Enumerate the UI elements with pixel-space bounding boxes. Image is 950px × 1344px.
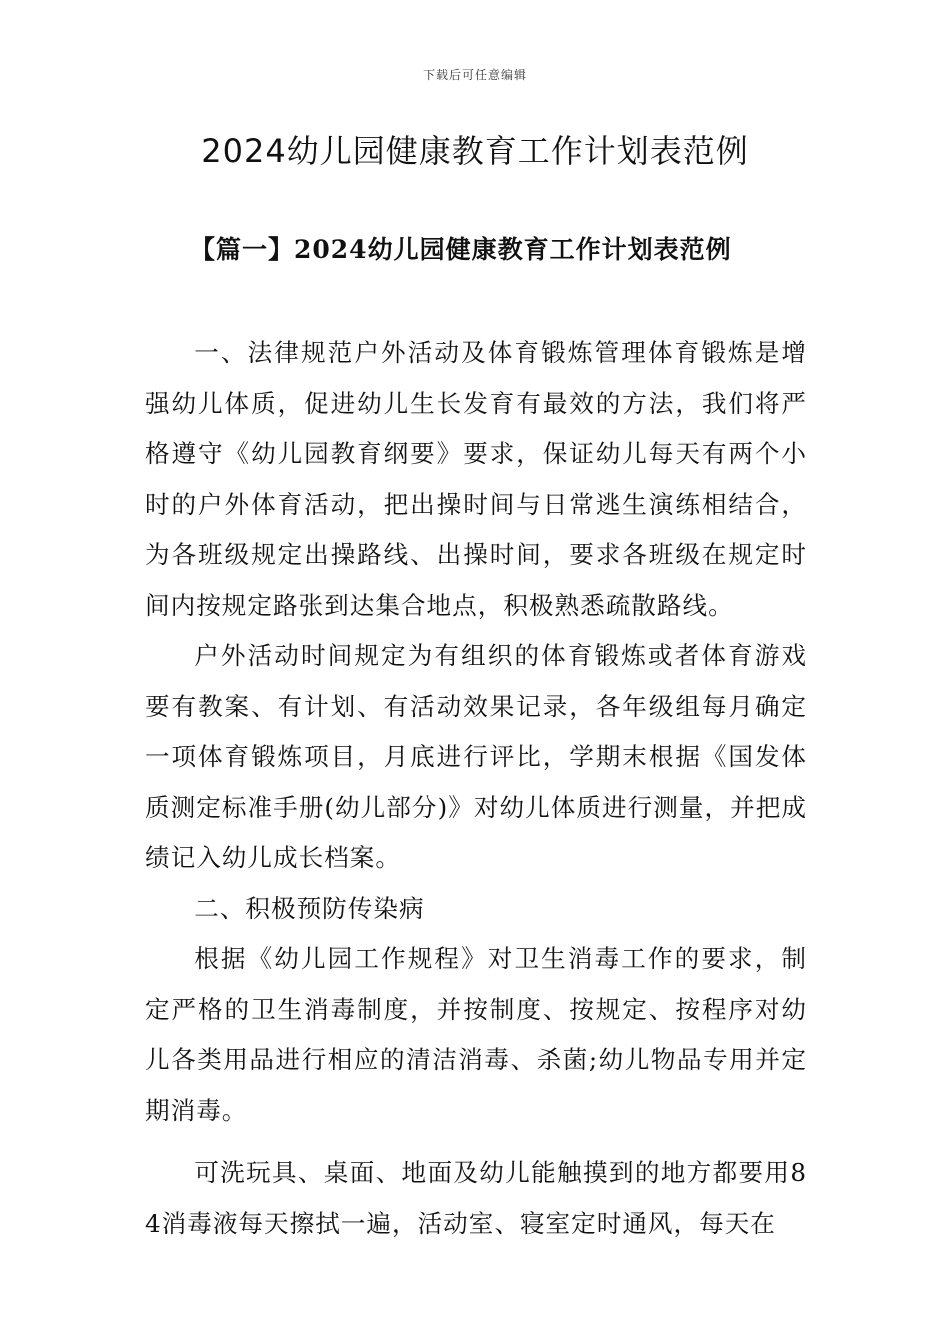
paragraph-activity-records: 户外活动时间规定为有组织的体育锻炼或者体育游戏要有教案、有计划、有活动效果记录，各年级组每月确定一项体育锻炼项目，月底进行评比，学期末根据《国发体质测定标准手册(幼儿部分)》对幼儿体质进行测量，并把成绩记入幼儿成长档案。 bbox=[145, 641, 807, 872]
document-title: 2024幼儿园健康教育工作计划表范例 bbox=[201, 132, 749, 170]
paragraph-toy-cleaning: 可洗玩具、桌面、地面及幼儿能触摸到的地方都要用84消毒液每天擦拭一遍，活动室、寝室定时通风，每天在 bbox=[145, 1158, 807, 1238]
paragraph-outdoor-activity: 一、法律规范户外活动及体育锻炼管理体育锻炼是增强幼儿体质，促进幼儿生长发育有最效的方法，我们将严格遵守《幼儿园教育纲要》要求，保证幼儿每天有两个小时的户外体育活动，把出操时间与日常逃生演练相结合，为各班级规定出操路线、出操时间，要求各班级在规定时间内按规定路张到达集合地点，积极熟悉疏散路线。 bbox=[145, 338, 807, 620]
paragraph-heading-disease-prevention: 二、积极预防传染病 bbox=[194, 893, 425, 923]
paragraph-disinfection-rules: 根据《幼儿园工作规程》对卫生消毒工作的要求，制定严格的卫生消毒制度，并按制度、按规定、按程序对幼儿各类用品进行相应的清洁消毒、杀菌;幼儿物品专用并定期消毒。 bbox=[145, 944, 807, 1125]
header-note: 下载后可任意编辑 bbox=[422, 68, 527, 82]
document-body bbox=[145, 328, 807, 1249]
section-heading: 【篇一】2024幼儿园健康教育工作计划表范例 bbox=[190, 235, 732, 264]
